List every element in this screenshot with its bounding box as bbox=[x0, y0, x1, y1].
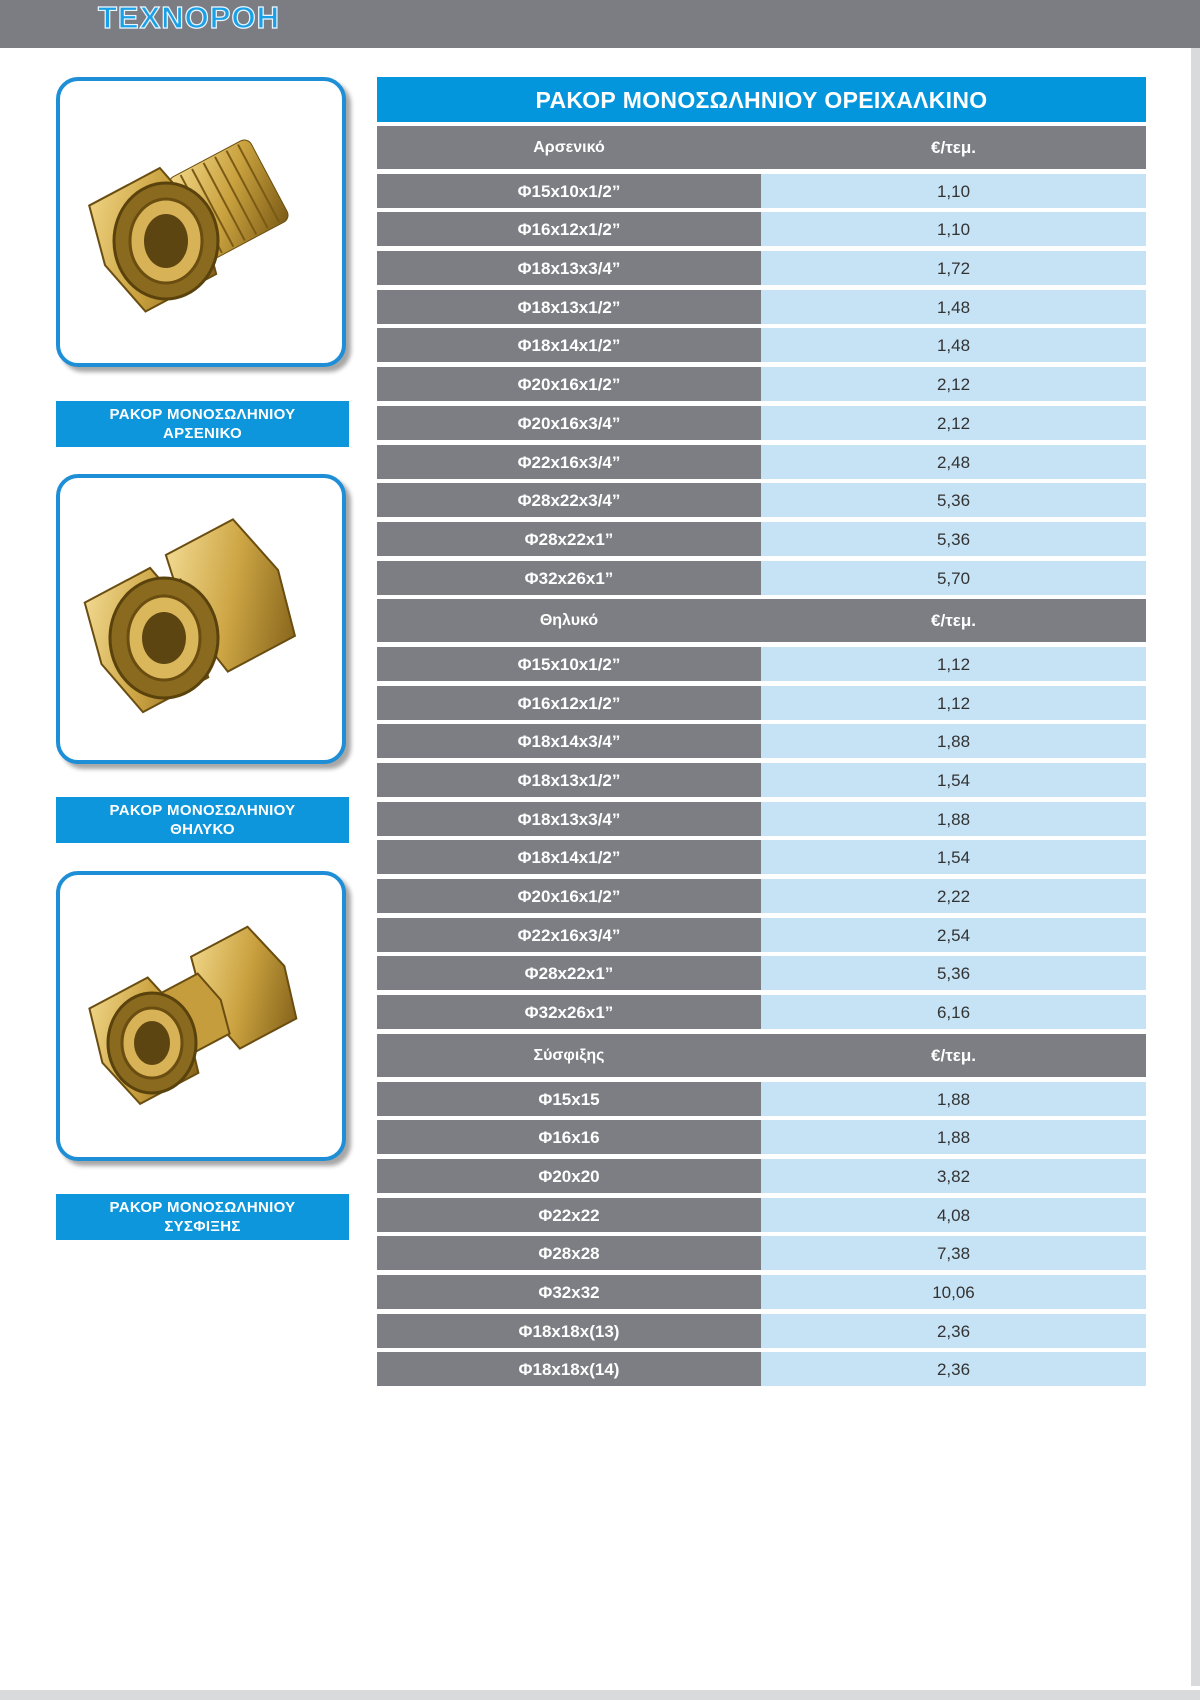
table-row bbox=[377, 724, 1146, 758]
unit-price: 2,48 bbox=[761, 445, 1146, 479]
unit-price: 1,54 bbox=[761, 763, 1146, 797]
table-body bbox=[377, 126, 1146, 1386]
table-row bbox=[377, 918, 1146, 952]
product-code: Φ28x22x1” bbox=[377, 956, 761, 990]
caption-line-1: ΡΑΚΟΡ ΜΟΝΟΣΩΛΗΝΙΟΥ bbox=[109, 1199, 296, 1216]
table-row bbox=[377, 367, 1146, 401]
product-code: Φ18x18x(13) bbox=[377, 1314, 761, 1348]
unit-price: 1,12 bbox=[761, 647, 1146, 681]
table-row bbox=[377, 290, 1146, 324]
product-caption-coupling bbox=[56, 1194, 349, 1240]
product-caption-female bbox=[56, 797, 349, 843]
bottom-page-edge bbox=[0, 1690, 1200, 1700]
table-row bbox=[377, 1275, 1146, 1309]
unit-price: 1,88 bbox=[761, 802, 1146, 836]
product-code: Φ22x16x3/4” bbox=[377, 918, 761, 952]
product-code: Φ22x22 bbox=[377, 1198, 761, 1232]
table-row bbox=[377, 212, 1146, 246]
product-code: Φ18x13x3/4” bbox=[377, 802, 761, 836]
unit-price: 1,88 bbox=[761, 1082, 1146, 1116]
unit-price: 4,08 bbox=[761, 1198, 1146, 1232]
unit-price: 6,16 bbox=[761, 995, 1146, 1029]
table-row bbox=[377, 1120, 1146, 1154]
section-label: Σύσφιξης bbox=[533, 1046, 605, 1064]
unit-price: 2,54 bbox=[761, 918, 1146, 952]
top-bar bbox=[0, 0, 1200, 48]
unit-price: 5,36 bbox=[761, 522, 1146, 556]
product-code: Φ18x14x3/4” bbox=[377, 724, 761, 758]
brass-coupling-fitting-image bbox=[70, 885, 332, 1147]
product-code: Φ15x10x1/2” bbox=[377, 174, 761, 208]
section-header bbox=[377, 1034, 1146, 1077]
product-code: Φ18x13x3/4” bbox=[377, 251, 761, 285]
table-row bbox=[377, 802, 1146, 836]
product-image-frame-male bbox=[56, 77, 346, 367]
price-table bbox=[377, 77, 1146, 1391]
product-code: Φ22x16x3/4” bbox=[377, 445, 761, 479]
product-code: Φ16x16 bbox=[377, 1120, 761, 1154]
table-row bbox=[377, 1198, 1146, 1232]
product-code: Φ18x13x1/2” bbox=[377, 290, 761, 324]
unit-price: 3,82 bbox=[761, 1159, 1146, 1193]
product-code: Φ18x13x1/2” bbox=[377, 763, 761, 797]
unit-price: 5,36 bbox=[761, 956, 1146, 990]
product-code: Φ28x22x3/4” bbox=[377, 483, 761, 517]
table-row bbox=[377, 995, 1146, 1029]
price-unit-header: €/τεμ. bbox=[931, 611, 976, 631]
price-unit-header: €/τεμ. bbox=[931, 1045, 976, 1065]
product-code: Φ32x26x1” bbox=[377, 561, 761, 595]
product-code: Φ15x10x1/2” bbox=[377, 647, 761, 681]
product-code: Φ18x14x1/2” bbox=[377, 840, 761, 874]
product-code: Φ20x20 bbox=[377, 1159, 761, 1193]
table-row bbox=[377, 686, 1146, 720]
caption-line-1: ΡΑΚΟΡ ΜΟΝΟΣΩΛΗΝΙΟΥ bbox=[109, 406, 296, 423]
product-code: Φ20x16x1/2” bbox=[377, 879, 761, 913]
product-code: Φ18x18x(14) bbox=[377, 1352, 761, 1386]
caption-line-1: ΡΑΚΟΡ ΜΟΝΟΣΩΛΗΝΙΟΥ bbox=[109, 802, 296, 819]
product-code: Φ32x32 bbox=[377, 1275, 761, 1309]
table-row bbox=[377, 174, 1146, 208]
unit-price: 1,12 bbox=[761, 686, 1146, 720]
unit-price: 1,88 bbox=[761, 724, 1146, 758]
right-page-edge bbox=[1191, 48, 1200, 1686]
table-title: ΡΑΚΟΡ ΜΟΝΟΣΩΛΗΝΙΟΥ ΟΡΕΙΧΑΛΚΙΝΟ bbox=[377, 77, 1146, 122]
product-image-frame-coupling bbox=[56, 871, 346, 1161]
unit-price: 2,12 bbox=[761, 406, 1146, 440]
product-code: Φ16x12x1/2” bbox=[377, 686, 761, 720]
product-code: Φ28x22x1” bbox=[377, 522, 761, 556]
unit-price: 1,48 bbox=[761, 328, 1146, 362]
product-code: Φ18x14x1/2” bbox=[377, 328, 761, 362]
table-row bbox=[377, 956, 1146, 990]
product-code: Φ15x15 bbox=[377, 1082, 761, 1116]
product-image-frame-female bbox=[56, 474, 346, 764]
price-unit-header: €/τεμ. bbox=[931, 138, 976, 157]
unit-price: 2,12 bbox=[761, 367, 1146, 401]
unit-price: 7,38 bbox=[761, 1236, 1146, 1270]
table-row bbox=[377, 1159, 1146, 1193]
product-code: Φ16x12x1/2” bbox=[377, 212, 761, 246]
table-row bbox=[377, 840, 1146, 874]
brass-female-fitting-image bbox=[70, 488, 332, 750]
section-label: Θηλυκό bbox=[539, 612, 599, 630]
table-row bbox=[377, 879, 1146, 913]
unit-price: 2,36 bbox=[761, 1314, 1146, 1348]
table-row bbox=[377, 1314, 1146, 1348]
table-row bbox=[377, 1082, 1146, 1116]
caption-line-2: ΑΡΣΕΝΙΚΟ bbox=[162, 425, 243, 442]
table-row bbox=[377, 1236, 1146, 1270]
table-row bbox=[377, 522, 1146, 556]
section-header bbox=[377, 599, 1146, 642]
unit-price: 5,36 bbox=[761, 483, 1146, 517]
section-header bbox=[377, 126, 1146, 169]
product-code: Φ20x16x3/4” bbox=[377, 406, 761, 440]
unit-price: 1,10 bbox=[761, 174, 1146, 208]
table-row bbox=[377, 445, 1146, 479]
brand-logo: ΤΕΧΝΟΡΟΗ bbox=[98, 0, 280, 35]
table-row bbox=[377, 561, 1146, 595]
caption-line-2: ΘΗΛΥΚΟ bbox=[170, 821, 235, 838]
product-code: Φ32x26x1” bbox=[377, 995, 761, 1029]
table-row bbox=[377, 328, 1146, 362]
table-row bbox=[377, 647, 1146, 681]
unit-price: 1,88 bbox=[761, 1120, 1146, 1154]
brass-male-fitting-image bbox=[70, 91, 332, 353]
unit-price: 1,10 bbox=[761, 212, 1146, 246]
section-label: Αρσενικό bbox=[533, 139, 605, 156]
table-row bbox=[377, 1352, 1146, 1386]
unit-price: 5,70 bbox=[761, 561, 1146, 595]
product-caption-male bbox=[56, 401, 349, 447]
unit-price: 1,72 bbox=[761, 251, 1146, 285]
table-row bbox=[377, 483, 1146, 517]
table-row bbox=[377, 251, 1146, 285]
unit-price: 2,22 bbox=[761, 879, 1146, 913]
table-row bbox=[377, 763, 1146, 797]
unit-price: 1,54 bbox=[761, 840, 1146, 874]
table-row bbox=[377, 406, 1146, 440]
product-code: Φ20x16x1/2” bbox=[377, 367, 761, 401]
unit-price: 10,06 bbox=[761, 1275, 1146, 1309]
unit-price: 1,48 bbox=[761, 290, 1146, 324]
unit-price: 2,36 bbox=[761, 1352, 1146, 1386]
caption-line-2: ΣΥΣΦΙΞΗΣ bbox=[164, 1218, 241, 1235]
product-code: Φ28x28 bbox=[377, 1236, 761, 1270]
